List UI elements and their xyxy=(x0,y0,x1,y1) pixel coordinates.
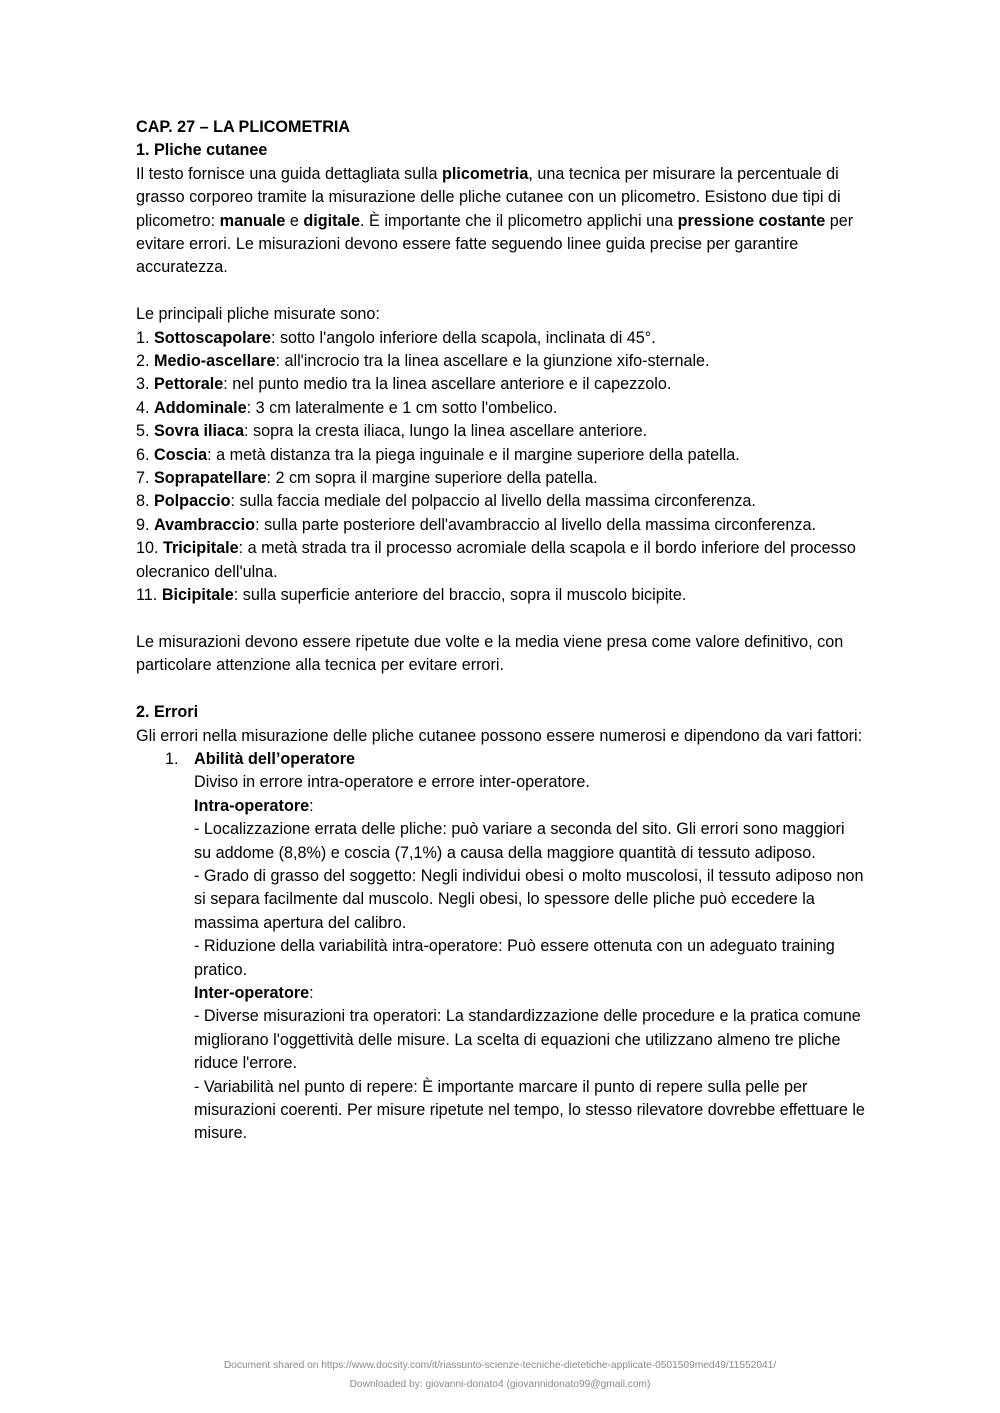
footer-shared: Document shared on https://www.docsity.com/it/riassunto-scienze-tecniche-dietetiche-applicate-0501509med49/11552041/ xyxy=(223,1360,777,1371)
error-point: - Localizzazione errata delle pliche: può variare a seconda del sito. Gli errori sono maggiori su addome (8,8%) e coscia (7,1%) a causa della maggiore quantità di tessuto adiposo. xyxy=(194,820,845,862)
error-point: - Variabilità nel punto di repere: È importante marcare il punto di repere sulla pelle per misurazioni coerenti. Per misure ripetute nel tempo, lo stesso rilevatore dovrebbe effettuare le misure. xyxy=(194,1077,865,1143)
error-item-title: Abilità dell’operatore xyxy=(194,749,356,768)
error-point: - Riduzione della variabilità intra-operatore: Può essere ottenuta con un adeguato training pratico. xyxy=(194,937,835,979)
pliche-list-item: 2. Medio-ascellare: all'incrocio tra la linea ascellare e la giunzione xifo-sternale. xyxy=(136,352,710,371)
document-page xyxy=(136,116,866,1146)
error-point: - Diverse misurazioni tra operatori: La standardizzazione delle procedure e la pratica comune migliorano l'oggettività delle misure. La scelta di equazioni che utilizzano almeno tre pliche riduce l'errore. xyxy=(194,1007,861,1073)
section1-intro: Il testo fornisce una guida dettagliata sulla plicometria, una tecnica per misurare la percentuale di grasso corporeo tramite la misurazione delle pliche cutanee con un plicometro. Esistono due tipi di plicometro: manuale e digitale. È importante che il plicometro applichi una pressione costante per evitare errori. Le misurazioni devono essere fatte seguendo linee guida precise per garantire accuratezza. xyxy=(136,164,854,277)
intra-points xyxy=(194,818,866,982)
intra-label: Intra-operatore: xyxy=(194,796,314,815)
section2-intro: Gli errori nella misurazione delle pliche cutanee possono essere numerosi e dipendono da vari fattori: xyxy=(136,726,863,745)
list-intro: Le principali pliche misurate sono: xyxy=(136,305,380,324)
chapter-title: CAP. 27 – LA PLICOMETRIA xyxy=(136,118,351,136)
section2-heading: 2. Errori xyxy=(136,703,199,722)
pliche-list-item: 8. Polpaccio: sulla faccia mediale del polpaccio al livello della massima circonferenza. xyxy=(136,492,756,511)
pliche-list-item: 3. Pettorale: nel punto medio tra la linea ascellare anteriore e il capezzolo. xyxy=(136,375,672,394)
pliche-list-item: 11. Bicipitale: sulla superficie anteriore del braccio, sopra il muscolo bicipite. xyxy=(136,586,687,605)
pliche-list-item: 9. Avambraccio: sulla parte posteriore dell'avambraccio al livello della massima circonferenza. xyxy=(136,515,816,534)
footer-downloaded: Downloaded by: giovanni-donato4 (giovannidonato99@gmail.com) xyxy=(349,1379,651,1390)
pliche-list-item: 4. Addominale: 3 cm lateralmente e 1 cm sotto l'ombelico. xyxy=(136,398,558,417)
pliche-list-item: 7. Soprapatellare: 2 cm sopra il margine superiore della patella. xyxy=(136,469,598,488)
pliche-list-item: 5. Sovra iliaca: sopra la cresta iliaca, lungo la linea ascellare anteriore. xyxy=(136,422,648,441)
pliche-list xyxy=(136,327,866,608)
section1-heading: 1. Pliche cutanee xyxy=(136,141,268,160)
error-item-subtitle: Diviso in errore intra-operatore e errore inter-operatore. xyxy=(194,773,590,792)
error-point: - Grado di grasso del soggetto: Negli individui obesi o molto muscolosi, il tessuto adiposo non si separa facilmente dal muscolo. Negli obesi, lo spessore delle pliche può eccedere la massima apertura del calibro. xyxy=(194,866,864,932)
pliche-list-item: 6. Coscia: a metà distanza tra la piega inguinale e il margine superiore della patella. xyxy=(136,445,740,464)
inter-label: Inter-operatore: xyxy=(194,983,314,1002)
error-item-number: 1. xyxy=(165,749,179,768)
error-item xyxy=(136,748,866,1146)
inter-points xyxy=(194,1005,866,1145)
pliche-list-item: 1. Sottoscapolare: sotto l'angolo inferiore della scapola, inclinata di 45°. xyxy=(136,328,656,347)
pliche-list-item: 10. Tricipitale: a metà strada tra il processo acromiale della scapola e il bordo inferiore del processo olecranico dell'ulna. xyxy=(136,539,856,581)
section1-closing: Le misurazioni devono essere ripetute due volte e la media viene presa come valore definitivo, con particolare attenzione alla tecnica per evitare errori. xyxy=(136,632,844,675)
